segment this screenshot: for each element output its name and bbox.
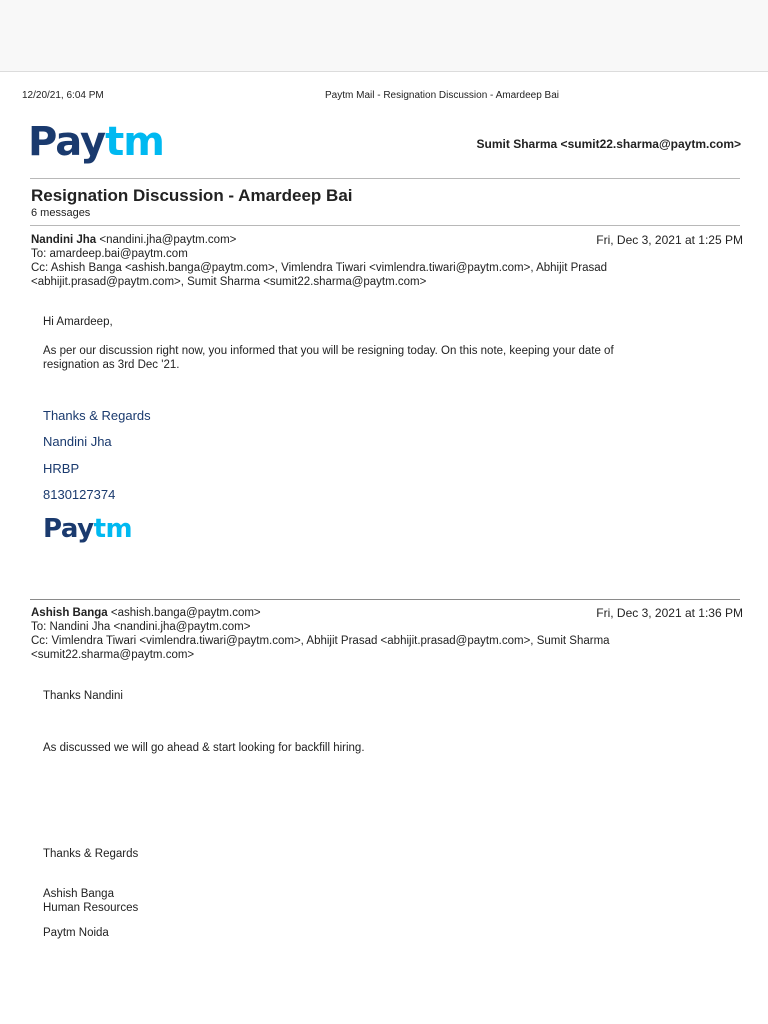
- signature-regards: Thanks & Regards: [43, 848, 139, 860]
- signature-phone: 8130127374: [43, 487, 116, 502]
- sender-name: Ashish Banga: [31, 607, 108, 619]
- message-paragraph: As per our discussion right now, you informed that you will be resigning today. On this note, keeping your date of resignation as 3rd Dec '21.: [43, 345, 614, 371]
- message-header: [31, 606, 743, 662]
- message-count: 6 messages: [31, 207, 91, 219]
- thread-subject: Resignation Discussion - Amardeep Bai: [31, 186, 353, 205]
- divider: [30, 178, 740, 179]
- message-header: [31, 233, 743, 289]
- recipient-cc: Cc: Vimlendra Tiwari <vimlendra.tiwari@paytm.com>, Abhijit Prasad <abhijit.prasad@paytm.com>, Sumit Sharma: [31, 635, 610, 647]
- sender-name: Nandini Jha: [31, 234, 97, 246]
- paytm-signature-logo: Paytm: [43, 514, 133, 544]
- divider: [30, 225, 740, 226]
- recipient-cc-cont: <abhijit.prasad@paytm.com>, Sumit Sharma <sumit22.sharma@paytm.com>: [31, 276, 427, 288]
- browser-top-bar: [0, 0, 768, 72]
- recipient-to: To: amardeep.bai@paytm.com: [31, 248, 188, 260]
- recipient-cc: Cc: Ashish Banga <ashish.banga@paytm.com>, Vimlendra Tiwari <vimlendra.tiwari@paytm.com>, Abhijit Prasad: [31, 262, 608, 274]
- signature-title: HRBP: [43, 461, 80, 476]
- print-title: Paytm Mail - Resignation Discussion - Amardeep Bai: [325, 90, 559, 101]
- signature-dept: Human Resources: [43, 902, 139, 914]
- message-date: Fri, Dec 3, 2021 at 1:25 PM: [596, 233, 743, 247]
- account-address: Sumit Sharma <sumit22.sharma@paytm.com>: [476, 137, 741, 151]
- print-date: 12/20/21, 6:04 PM: [22, 90, 104, 101]
- signature-regards: Thanks & Regards: [43, 408, 151, 423]
- paytm-logo: Paytm: [28, 119, 164, 165]
- signature-block: [43, 887, 138, 915]
- signature-name: Ashish Banga: [43, 888, 114, 900]
- message-greeting: Thanks Nandini: [43, 690, 123, 702]
- message-paragraph: As discussed we will go ahead & start looking for backfill hiring.: [43, 742, 365, 754]
- message-date: Fri, Dec 3, 2021 at 1:36 PM: [596, 606, 743, 620]
- recipient-cc-cont: <sumit22.sharma@paytm.com>: [31, 649, 195, 661]
- recipient-to: To: Nandini Jha <nandini.jha@paytm.com>: [31, 621, 251, 633]
- sender-email: <ashish.banga@paytm.com>: [110, 607, 261, 619]
- signature-location: Paytm Noida: [43, 927, 109, 939]
- sender-email: <nandini.jha@paytm.com>: [99, 234, 237, 246]
- divider: [30, 599, 740, 600]
- message-greeting: Hi Amardeep,: [43, 316, 113, 328]
- signature-name: Nandini Jha: [43, 434, 112, 449]
